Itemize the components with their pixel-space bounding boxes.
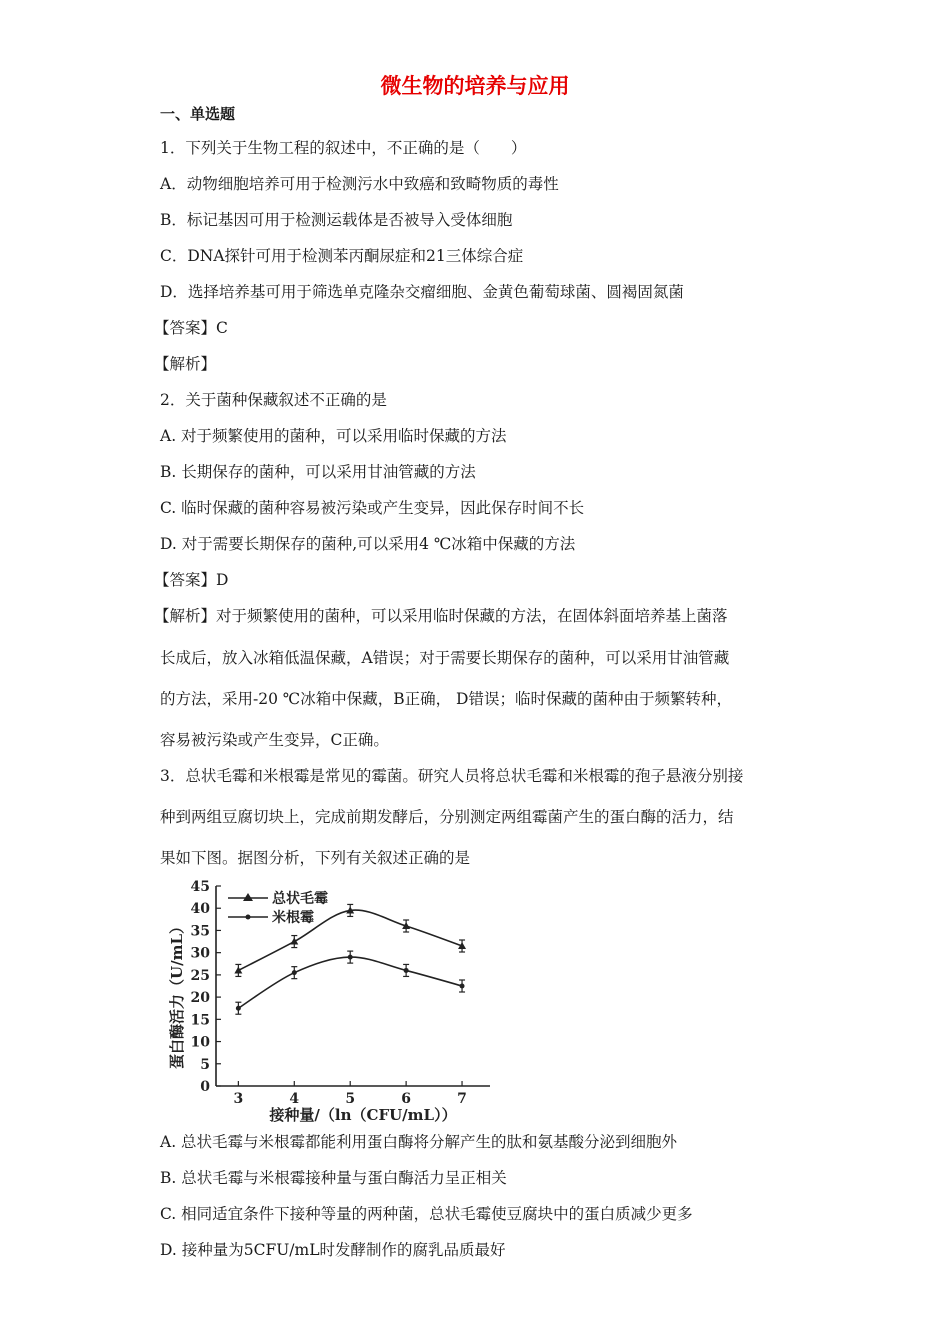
q1-stem: 1．下列关于生物工程的叙述中，不正确的是（ ） [160,139,527,157]
q1-option-c: C．DNA探针可用于检测苯丙酮尿症和21三体综合症 [160,247,524,265]
x-tick-label: 4 [289,1091,300,1107]
y-tick-label: 40 [190,901,210,918]
document-title: 微生物的培养与应用 [380,74,570,98]
y-tick-label: 20 [190,990,210,1007]
q1-analysis: 【解析】 [154,355,217,373]
data-point-米根霉 [348,955,353,960]
q3-option-b: B. 总状毛霉与米根霉接种量与蛋白酶活力呈正相关 [160,1169,507,1187]
x-tick-label: 7 [457,1091,467,1107]
q1-answer: 【答案】C [154,319,228,337]
q2-stem: 2．关于菌种保藏叙述不正确的是 [160,391,387,409]
y-tick-label: 30 [190,945,210,962]
data-point-米根霉 [404,968,409,973]
y-tick-label: 15 [190,1012,210,1029]
data-point-总状毛霉 [290,938,298,945]
x-tick-label: 5 [345,1091,356,1107]
q3-option-a: A. 总状毛霉与米根霉都能利用蛋白酶将分解产生的肽和氨基酸分泌到细胞外 [160,1133,678,1151]
q3-stem-line-2: 种到两组豆腐切块上，完成前期发酵后，分别测定两组霉菌产生的蛋白酶的活力，结 [160,808,734,826]
data-point-米根霉 [236,1006,241,1011]
q2-analysis-line-1: 【解析】对于频繁使用的菌种，可以采用临时保藏的方法，在固体斜面培养基上菌落 [154,607,728,625]
q2-answer: 【答案】D [154,571,229,589]
series-line-2 [238,957,462,1008]
y-tick-label: 35 [190,923,210,940]
y-tick-label: 45 [190,879,210,895]
legend-marker-triangle [243,893,253,901]
q2-option-d: D. 对于需要长期保存的菌种,可以采用4 ℃冰箱中保藏的方法 [160,535,576,553]
q2-analysis-line-4: 容易被污染或产生变异，C正确。 [160,731,389,749]
q1-option-b: B．标记基因可用于检测运载体是否被导入受体细胞 [160,211,513,229]
section-heading: 一、单选题 [160,105,236,123]
x-axis-label: 接种量/（ln（CFU/mL）） [269,1106,457,1122]
y-tick-label: 0 [200,1079,210,1095]
q1-option-d: D．选择培养基可用于筛选单克隆杂交瘤细胞、金黄色葡萄球菌、圆褐固氮菌 [160,283,684,301]
y-tick-label: 10 [190,1034,210,1051]
q1-option-a: A．动物细胞培养可用于检测污水中致癌和致畸物质的毒性 [160,175,559,193]
q2-option-c: C. 临时保藏的菌种容易被污染或产生变异，因此保存时间不长 [160,499,585,517]
q2-analysis-line-2: 长成后，放入冰箱低温保藏，A错误；对于需要长期保存的菌种，可以采用甘油管藏 [160,649,730,667]
x-tick-label: 3 [233,1091,244,1107]
q2-analysis-line-3: 的方法，采用-20 ℃冰箱中保藏，B正确， D错误；临时保藏的菌种由于频繁转种， [160,690,732,708]
data-point-总状毛霉 [234,966,242,973]
y-axis-label: 蛋白酶活力（U/mL） [168,919,186,1069]
legend-label: 总状毛霉 [272,891,328,907]
data-point-米根霉 [292,970,297,975]
data-point-米根霉 [460,984,465,989]
y-tick-label: 25 [190,967,210,984]
q3-stem-line-3: 果如下图。据图分析，下列有关叙述正确的是 [160,849,471,867]
q3-option-d: D. 接种量为5CFU/mL时发酵制作的腐乳品质最好 [160,1241,506,1259]
protease-activity-chart [160,872,510,1122]
q3-stem-line-1: 3．总状毛霉和米根霉是常见的霉菌。研究人员将总状毛霉和米根霉的孢子悬液分别接 [160,767,744,785]
legend-marker-dot [246,915,251,920]
y-tick-label: 5 [200,1056,210,1073]
q2-option-b: B. 长期保存的菌种，可以采用甘油管藏的方法 [160,463,476,481]
legend-label: 米根霉 [272,910,314,926]
q3-option-c: C. 相同适宜条件下接种等量的两种菌，总状毛霉使豆腐块中的蛋白质减少更多 [160,1205,693,1223]
q2-option-a: A. 对于频繁使用的菌种，可以采用临时保藏的方法 [160,427,507,445]
x-tick-label: 6 [401,1091,411,1107]
